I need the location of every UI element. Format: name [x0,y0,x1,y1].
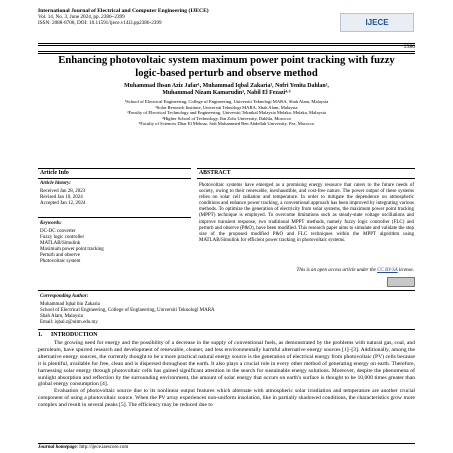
corresponding-email[interactable]: Email: iqbal.z@uitm.edu.my [40,320,98,325]
cc-license-badge [387,277,415,287]
keyword: Fuzzy logic controller [40,235,85,240]
article-info-rule-top [38,168,191,169]
article-history [40,181,190,207]
affiliation: ⁴Higher School of Technology, Ibn Zohr University, Dakhla, Morocco [162,115,291,121]
abstract-rule-top [197,168,415,169]
journal-logo [340,13,414,32]
affiliation: ¹School of Electrical Engineering, College of Engineering, Universiti Teknologi MARA, Shah Alam, Malaysia [124,99,329,104]
authors-line-1: Muhammad Ihsan Aziz Jafar¹, Muhammad Iqbal Zakaria¹, Nofri Yenita Dahlan², [124,83,329,89]
abstract-rule [197,178,415,179]
affiliation: ²Solar Research Institute, Universiti Teknologi MARA, Shah Alam, Malaysia [155,104,298,110]
paper-title: Enhancing photovoltaic system maximum power point tracking with fuzzy logic-based perturb and observe method [58,55,395,79]
homepage-label: Journal homepage [38,445,77,450]
section-heading-introduction: 1. INTRODUCTION [38,332,98,338]
homepage-url[interactable]: : http://ijece.iaescore.com [76,445,129,450]
authors-line-2: Muhammad Nizam Kamarudin³, Nabil El Fezazi⁴·⁵ [162,90,291,97]
affiliation: ³Faculty of Electrical Technology and Engineering, Universiti Teknikal Malaysia Melaka, Melaka, Malaysia [127,110,326,116]
keywords-block [40,221,190,265]
history-label: Article history: [40,181,71,186]
corresponding-rule-top [38,290,415,291]
header-rule-lower [38,51,415,54]
article-info-rule [38,178,191,179]
journal-volume: Vol. 14, No. 3, June 2024, pp. 2386~2399 [38,14,125,21]
revised-date: Revised Jan 10, 2024 [40,195,83,200]
keywords-label: Keywords: [40,221,62,226]
abstract-heading: ABSTRACT [199,170,231,176]
paragraph: Evaluation of photovoltaic source due to its nonlinear output features which alternate with atmospheric solar irradiation and temperature are another crucial component of using a photovoltaic source. When the PV array experiences non-uniform insolation, like in partially shadowed conditions, the characteristics grow more complex and result in several peaks [5]. The efficiency may be reduced due to [38,388,415,409]
journal-name: International Journal of Electrical and Computer Engineering (IJECE) [38,8,209,14]
footer-rule [38,443,415,444]
affiliation: ⁵Faculty of Sciences Dhar El Mehraz, Sidi Mohammed Ben Abdellah University, Fez, Morocco [138,121,315,127]
author-list [48,83,405,97]
journal-logo-text: IJECE [365,18,389,27]
corresponding-city: Shah Alam, Malaysia [40,314,83,319]
corresponding-label: Corresponding Author: [40,294,89,299]
corresponding-rule-bottom [38,329,415,330]
accepted-date: Accepted Jan 12, 2024 [40,201,86,206]
article-info-heading: Article Info [40,170,69,176]
header-rule [38,43,415,46]
license-link[interactable]: CC BY-SA [377,268,398,273]
corresponding-address: School of Electrical Engineering, College of Engineering, Universiti Teknologi MARA [40,308,215,313]
license-prefix: This is an open access article under the [296,268,378,273]
keyword: DC-DC converter [40,229,76,234]
keyword: Maximum power point tracking [40,247,104,252]
received-date: Received Jan 28, 2023 [40,189,86,194]
journal-homepage [38,445,128,450]
corresponding-name: Muhammad Iqbal bin Zakaria [40,302,100,307]
keywords-rule [38,217,191,218]
license-note [199,268,414,273]
keyword: Perturb and observe [40,253,80,258]
introduction-body [38,340,415,409]
corresponding-author-block [40,294,410,326]
keyword: MATLAB/Simulink [40,241,81,246]
paragraph: The growing need for energy and the possibility of a decrease in the supply of conventional fuels, as demonstrated by the problems with natural gas, coal, and petroleum, have spurred research and development of renewable, cleaner, and less environmentally harmful alternative energy sources [1]–[3]. Additionally, among the alternative energy sources, the currently thought to be a more practical natural energy source is the generation of electrical energy from photovoltaic (PV) cells because it is plentiful, available for free, clean and is dispersed throughout the earth. It also plays a crucial role in every other method of generating energy on earth. Therefore, harnessing solar energy through photovoltaic cells has gained significant attention in the search for sustainable energy solutions. Moreover, despite the phenomena of sunlight absorption and reflection by the surrounding environment, the amount of solar energy that occurs on earth's surface is thought to be 10,000 times greater than global energy consumption [4]. [38,340,415,388]
affiliations [48,99,405,127]
abstract-text: Photovoltaic systems have emerged as a promising energy resource that caters to the future needs of society, owing to their renewable, inexhaustible, and cost-free nature. The power output of these systems relies on solar cell radiation and temperature. In order to mitigate the dependence on atmospheric conditions and enhance power tracking, a conventional approach has been improved by integrating various methods. To optimize the generation of electricity from solar systems, the maximum power point tracking (MPPT) technique is employed. To overcome limitations such as steady-state voltage oscillations and improve transient response, two traditional MPPT methods, namely fuzzy logic controller (FLC) and perturb and observe (P&O), have been modified. This research paper aims to simulate and validate the step size of the proposed modified P&O and FLC techniques within the MPPT algorithm using MATLAB/Simulink for efficient power tracking in photovoltaic systems. [199,183,414,243]
license-suffix: license. [397,268,414,273]
journal-issn: ISSN: 2088-8708, DOI: 10.11591/ijece.v14i3.pp2386-2399 [38,20,162,27]
keyword: Photovoltaic system [40,259,81,264]
page-number: 2386 [404,44,415,50]
